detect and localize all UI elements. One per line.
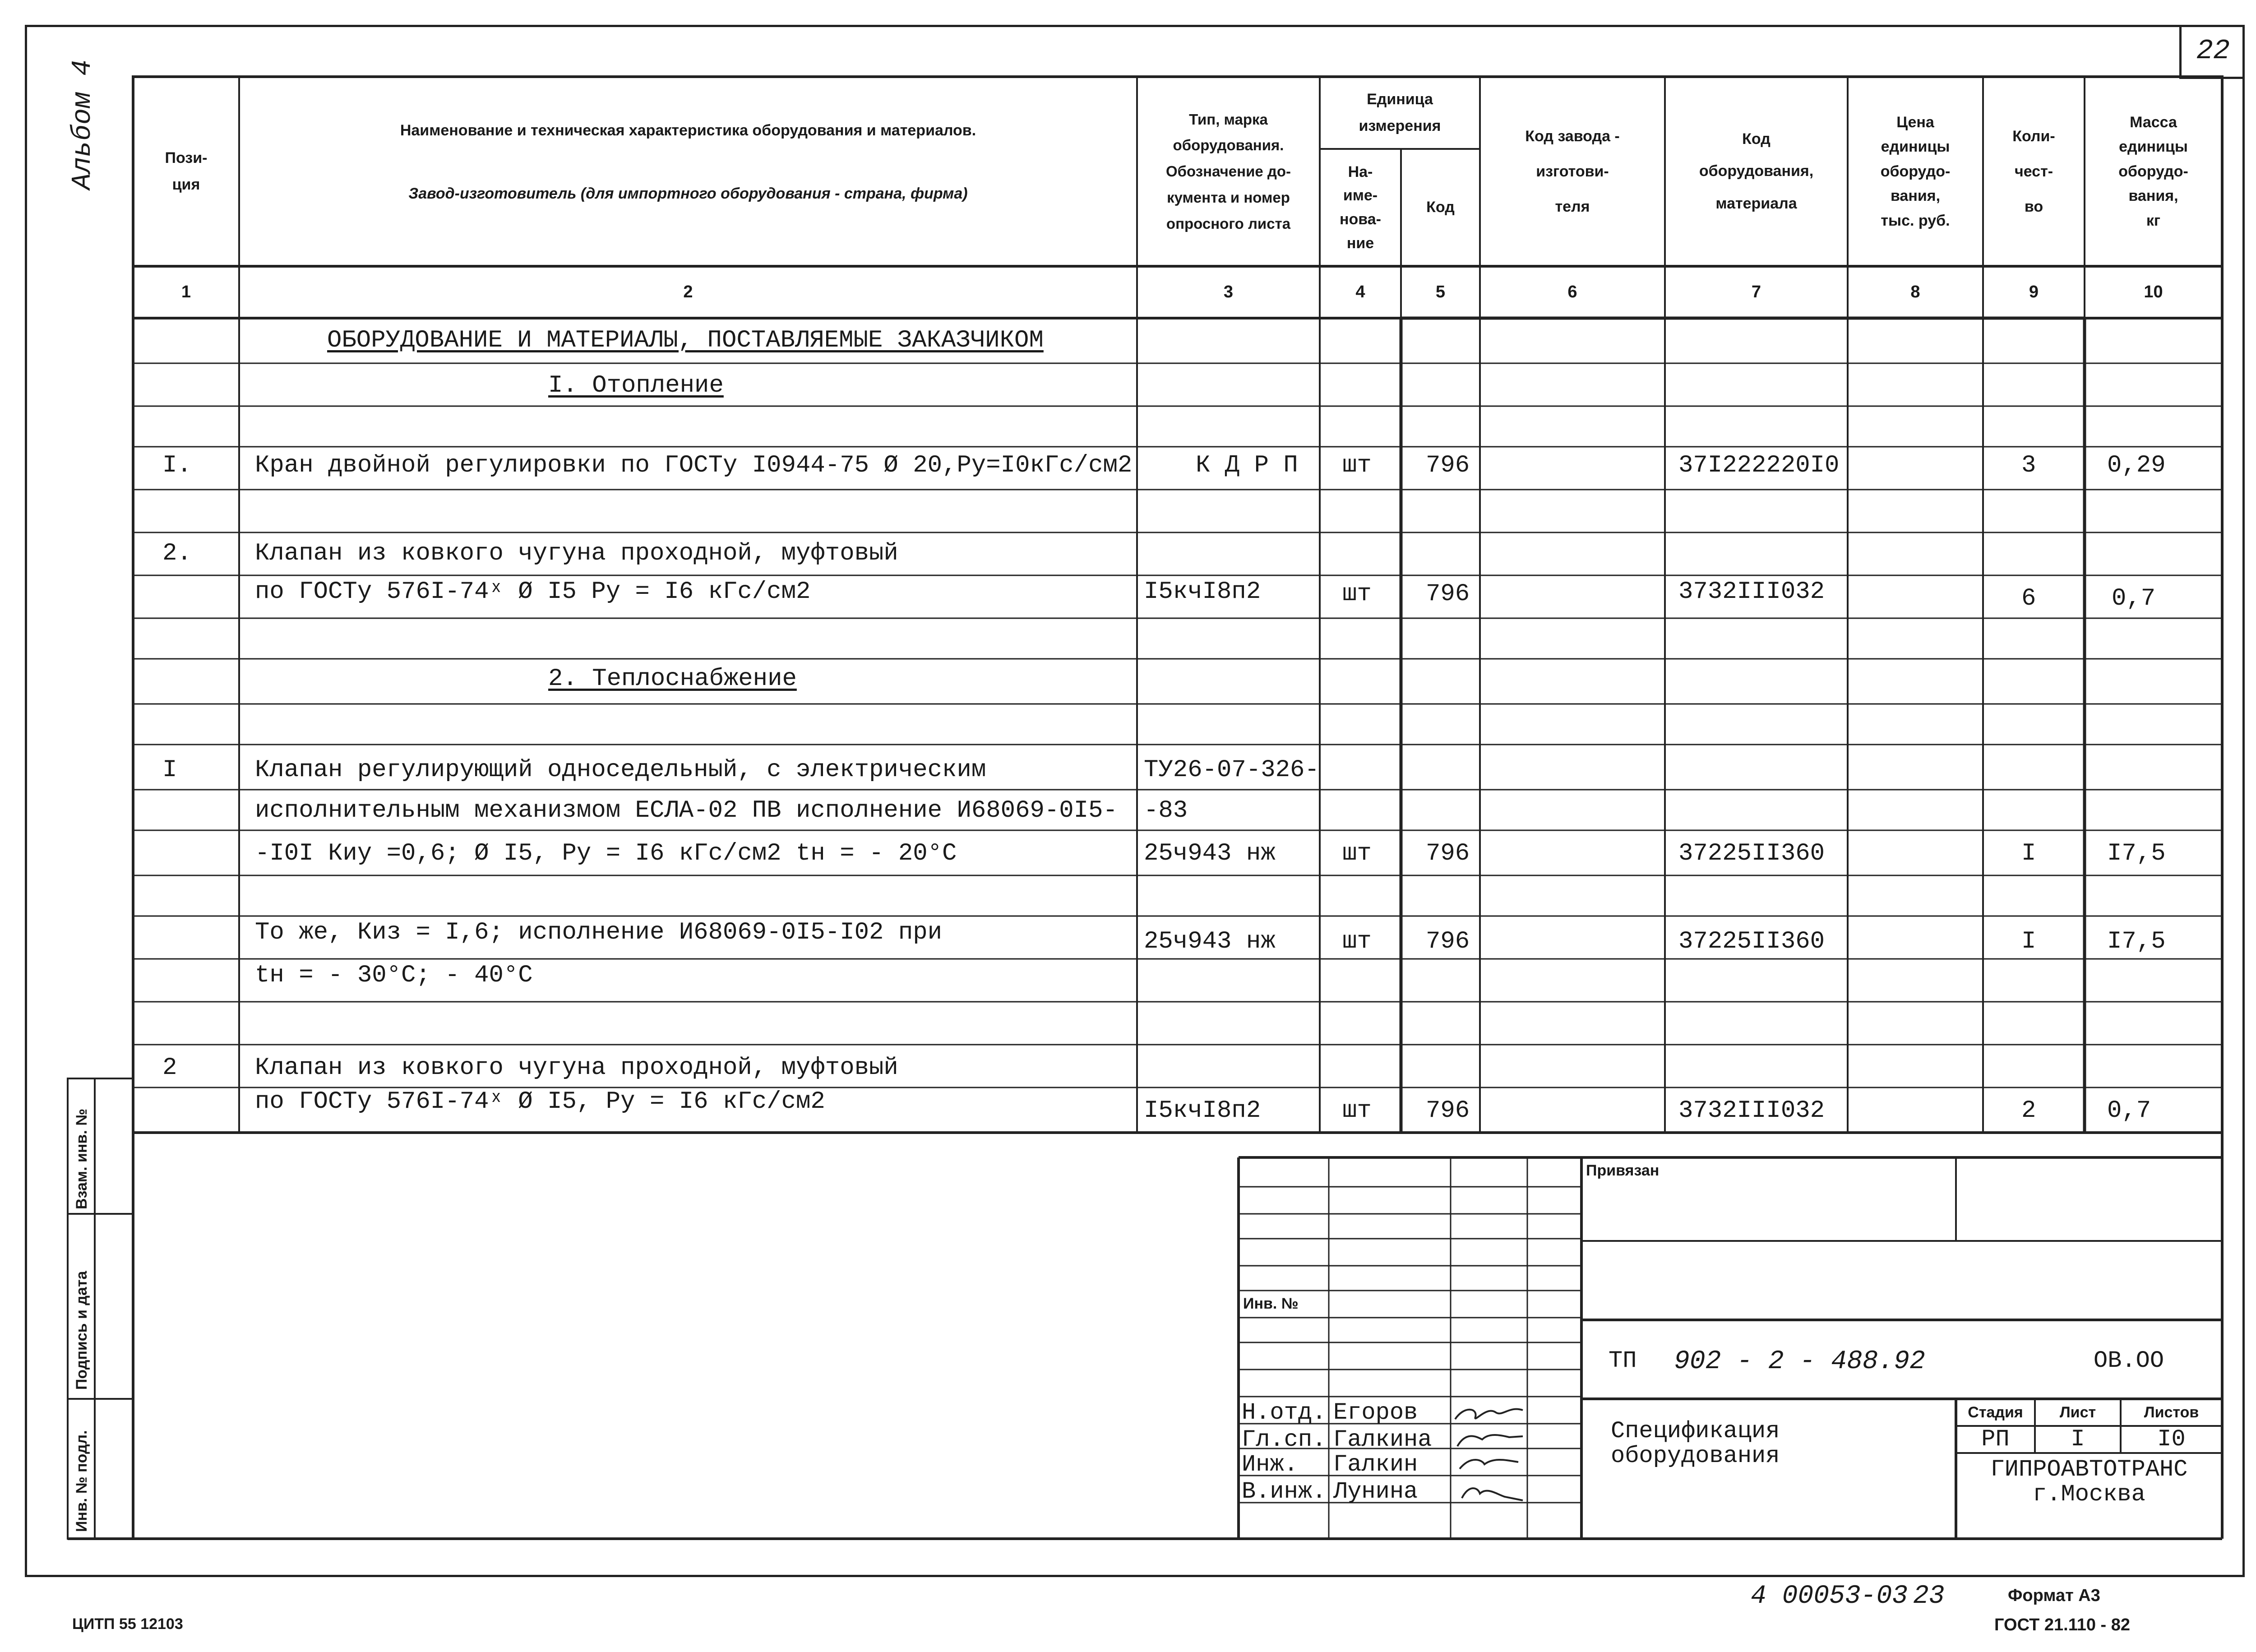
section-title-main: ОБОРУДОВАНИЕ И МАТЕРИАЛЫ, ПОСТАВЛЯЕМЫЕ ЗАКАЗЧИКОМ	[327, 327, 1044, 354]
tb-signer-name: Галкин	[1333, 1451, 1418, 1478]
header-quantity: Коли- чест- во	[2012, 127, 2055, 216]
col-number: 7	[1751, 282, 1761, 301]
header-position: Пози- ция	[165, 149, 208, 193]
row-quantity: 2	[2021, 1097, 2036, 1124]
row-unit-code: 796	[1426, 928, 1470, 955]
row-position: I	[162, 756, 177, 784]
tb-sheets: I0	[2157, 1426, 2186, 1453]
row-name: Клапан регулирующий односедельный, с электрическим	[255, 756, 986, 784]
row-type: ТУ26-07-326-	[1144, 756, 1319, 784]
row-mass: 0,7	[2112, 585, 2156, 612]
row-unit: шт	[1342, 928, 1372, 955]
header-unit-name: На- име- нова- ние	[1340, 163, 1381, 252]
header-type: Тип, марка оборудования. Обозначение до- кумента и номер опросного листа	[1166, 111, 1291, 232]
row-position: 2	[162, 1054, 177, 1082]
row-equipment-code: 3732III032	[1678, 1097, 1825, 1124]
signature-scribble	[1460, 1460, 1518, 1469]
row-type: 25ч943 нж	[1144, 840, 1276, 867]
header-unit-group: Единица измерения	[1359, 90, 1441, 134]
row-quantity: I	[2021, 840, 2036, 867]
row-mass: I7,5	[2107, 840, 2166, 867]
row-type: 25ч943 нж	[1144, 928, 1276, 955]
tb-signer-role: Гл.сп.	[1242, 1426, 1327, 1453]
row-equipment-code: 37I222220I0	[1678, 452, 1840, 479]
footer-format: Формат А3	[2008, 1586, 2100, 1605]
col-number: 3	[1223, 282, 1234, 301]
tb-signer-role: Н.отд.	[1242, 1399, 1327, 1426]
row-unit: шт	[1342, 580, 1372, 608]
section-title-heating: I. Отопление	[548, 372, 724, 399]
row-unit-code: 796	[1426, 840, 1470, 867]
row-equipment-code: 37225II360	[1678, 840, 1825, 867]
signature-scribble	[1462, 1488, 1523, 1500]
tb-signer-name: Егоров	[1333, 1399, 1418, 1426]
tb-organization: ГИПРОАВТОТРАНС г.Москва	[1990, 1456, 2188, 1508]
tb-sheet-label: Лист	[2059, 1403, 2096, 1421]
row-unit: шт	[1342, 1097, 1372, 1124]
row-mass: I7,5	[2107, 928, 2166, 955]
tb-signer-role: Инж.	[1242, 1451, 1298, 1478]
tb-stage: РП	[1981, 1426, 2010, 1453]
footer-archive-page: 23	[1913, 1582, 1945, 1611]
row-unit-code: 796	[1426, 1097, 1470, 1124]
row-quantity: I	[2021, 928, 2036, 955]
side-stamp-podpis: Подпись и дата	[73, 1271, 90, 1390]
col-number: 1	[181, 282, 191, 301]
row-type: К Д Р П	[1196, 452, 1298, 479]
signatures	[1451, 1397, 1527, 1505]
tb-signer-name: Лунина	[1333, 1478, 1418, 1505]
tb-inv-no: Инв. №	[1243, 1295, 1299, 1312]
tb-signer-name: Галкина	[1333, 1426, 1432, 1453]
row-unit-code: 796	[1426, 580, 1470, 608]
row-name: исполнительным механизмом ЕСЛА-02 ПВ исполнение И68069-0I5-	[255, 797, 1118, 824]
row-name: по ГОСТу 576I-74ˣ Ø I5 Ру = I6 кГс/см2	[255, 578, 811, 606]
tb-sheet: I	[2071, 1426, 2085, 1453]
row-name: То же, Киз = I,6; исполнение И68069-0I5-I02 при	[255, 919, 943, 946]
tb-privyazan: Привязан	[1586, 1162, 1660, 1179]
tb-designation: 902 - 2 - 488.92	[1674, 1347, 1925, 1376]
header-name-line2: Завод-изготовитель (для импортного оборудования - страна, фирма)	[408, 185, 968, 203]
col-number: 4	[1355, 282, 1365, 301]
row-name: tн = - 30°С; - 40°С	[255, 962, 533, 989]
signature-scribble	[1455, 1409, 1523, 1419]
col-number: 5	[1435, 282, 1446, 301]
row-name: по ГОСТу 576I-74ˣ Ø I5, Ру = I6 кГс/см2	[255, 1088, 825, 1115]
header-price: Цена единицы оборудо- вания, тыс. руб.	[1880, 114, 1951, 229]
row-quantity: 6	[2021, 585, 2036, 612]
sheet-number: 22	[2196, 35, 2230, 67]
row-equipment-code: 3732III032	[1678, 578, 1825, 606]
col-number: 6	[1567, 282, 1577, 301]
album-note: Альбом 4	[68, 59, 98, 190]
row-name: Клапан из ковкого чугуна проходной, муфтовый	[255, 540, 898, 567]
tb-designation-suffix: ОВ.ОО	[2094, 1347, 2164, 1374]
side-stamp-vzam: Взам. инв. №	[73, 1108, 90, 1209]
footer-archive: 4 00053-03	[1751, 1582, 1908, 1611]
row-equipment-code: 37225II360	[1678, 928, 1825, 955]
row-name: Кран двойной регулировки по ГОСТу I0944-75 Ø 20,Ру=I0кГс/см2	[255, 452, 1133, 479]
row-mass: 0,29	[2107, 452, 2166, 479]
footer-gost: ГОСТ 21.110 - 82	[1994, 1615, 2131, 1634]
col-number: 8	[1910, 282, 1920, 301]
signature-scribble	[1457, 1435, 1523, 1446]
row-unit: шт	[1342, 840, 1372, 867]
header-name-line1: Наименование и техническая характеристика оборудования и материалов.	[400, 122, 976, 139]
row-unit: шт	[1342, 452, 1372, 479]
row-type: -83	[1144, 797, 1188, 824]
row-mass: 0,7	[2107, 1097, 2151, 1124]
row-unit-code: 796	[1426, 452, 1470, 479]
tb-signer-role: В.инж.	[1242, 1478, 1327, 1505]
col-number: 9	[2029, 282, 2039, 301]
side-stamp-inv: Инв. № подл.	[73, 1430, 90, 1532]
tb-document-title: Спецификация оборудования	[1611, 1418, 1780, 1469]
row-name: Клапан из ковкого чугуна проходной, муфтовый	[255, 1054, 898, 1082]
footer-left: ЦИТП 55 12103	[72, 1615, 183, 1633]
tb-sheets-label: Листов	[2144, 1403, 2199, 1421]
header-unit-code: Код	[1426, 199, 1455, 216]
header-mass: Масса единицы оборудо- вания, кг	[2118, 114, 2188, 229]
tb-stage-label: Стадия	[1968, 1403, 2023, 1421]
row-type: I5кчI8п2	[1144, 578, 1261, 606]
row-position: I.	[162, 452, 192, 479]
col-number: 10	[2144, 282, 2163, 301]
col-number: 2	[683, 282, 693, 301]
row-type: I5кчI8п2	[1144, 1097, 1261, 1124]
header-equipment-code: Код оборудования, материала	[1699, 130, 1814, 212]
section-title-heat-supply: 2. Теплоснабжение	[548, 665, 797, 693]
row-position: 2.	[162, 540, 192, 567]
header-factory-code: Код завода - изготови- теля	[1525, 127, 1620, 216]
row-quantity: 3	[2021, 452, 2036, 479]
tb-designation-prefix: ТП	[1609, 1347, 1637, 1374]
row-name: -I0I Киу =0,6; Ø I5, Ру = I6 кГс/см2 tн = - 20°С	[255, 840, 957, 867]
